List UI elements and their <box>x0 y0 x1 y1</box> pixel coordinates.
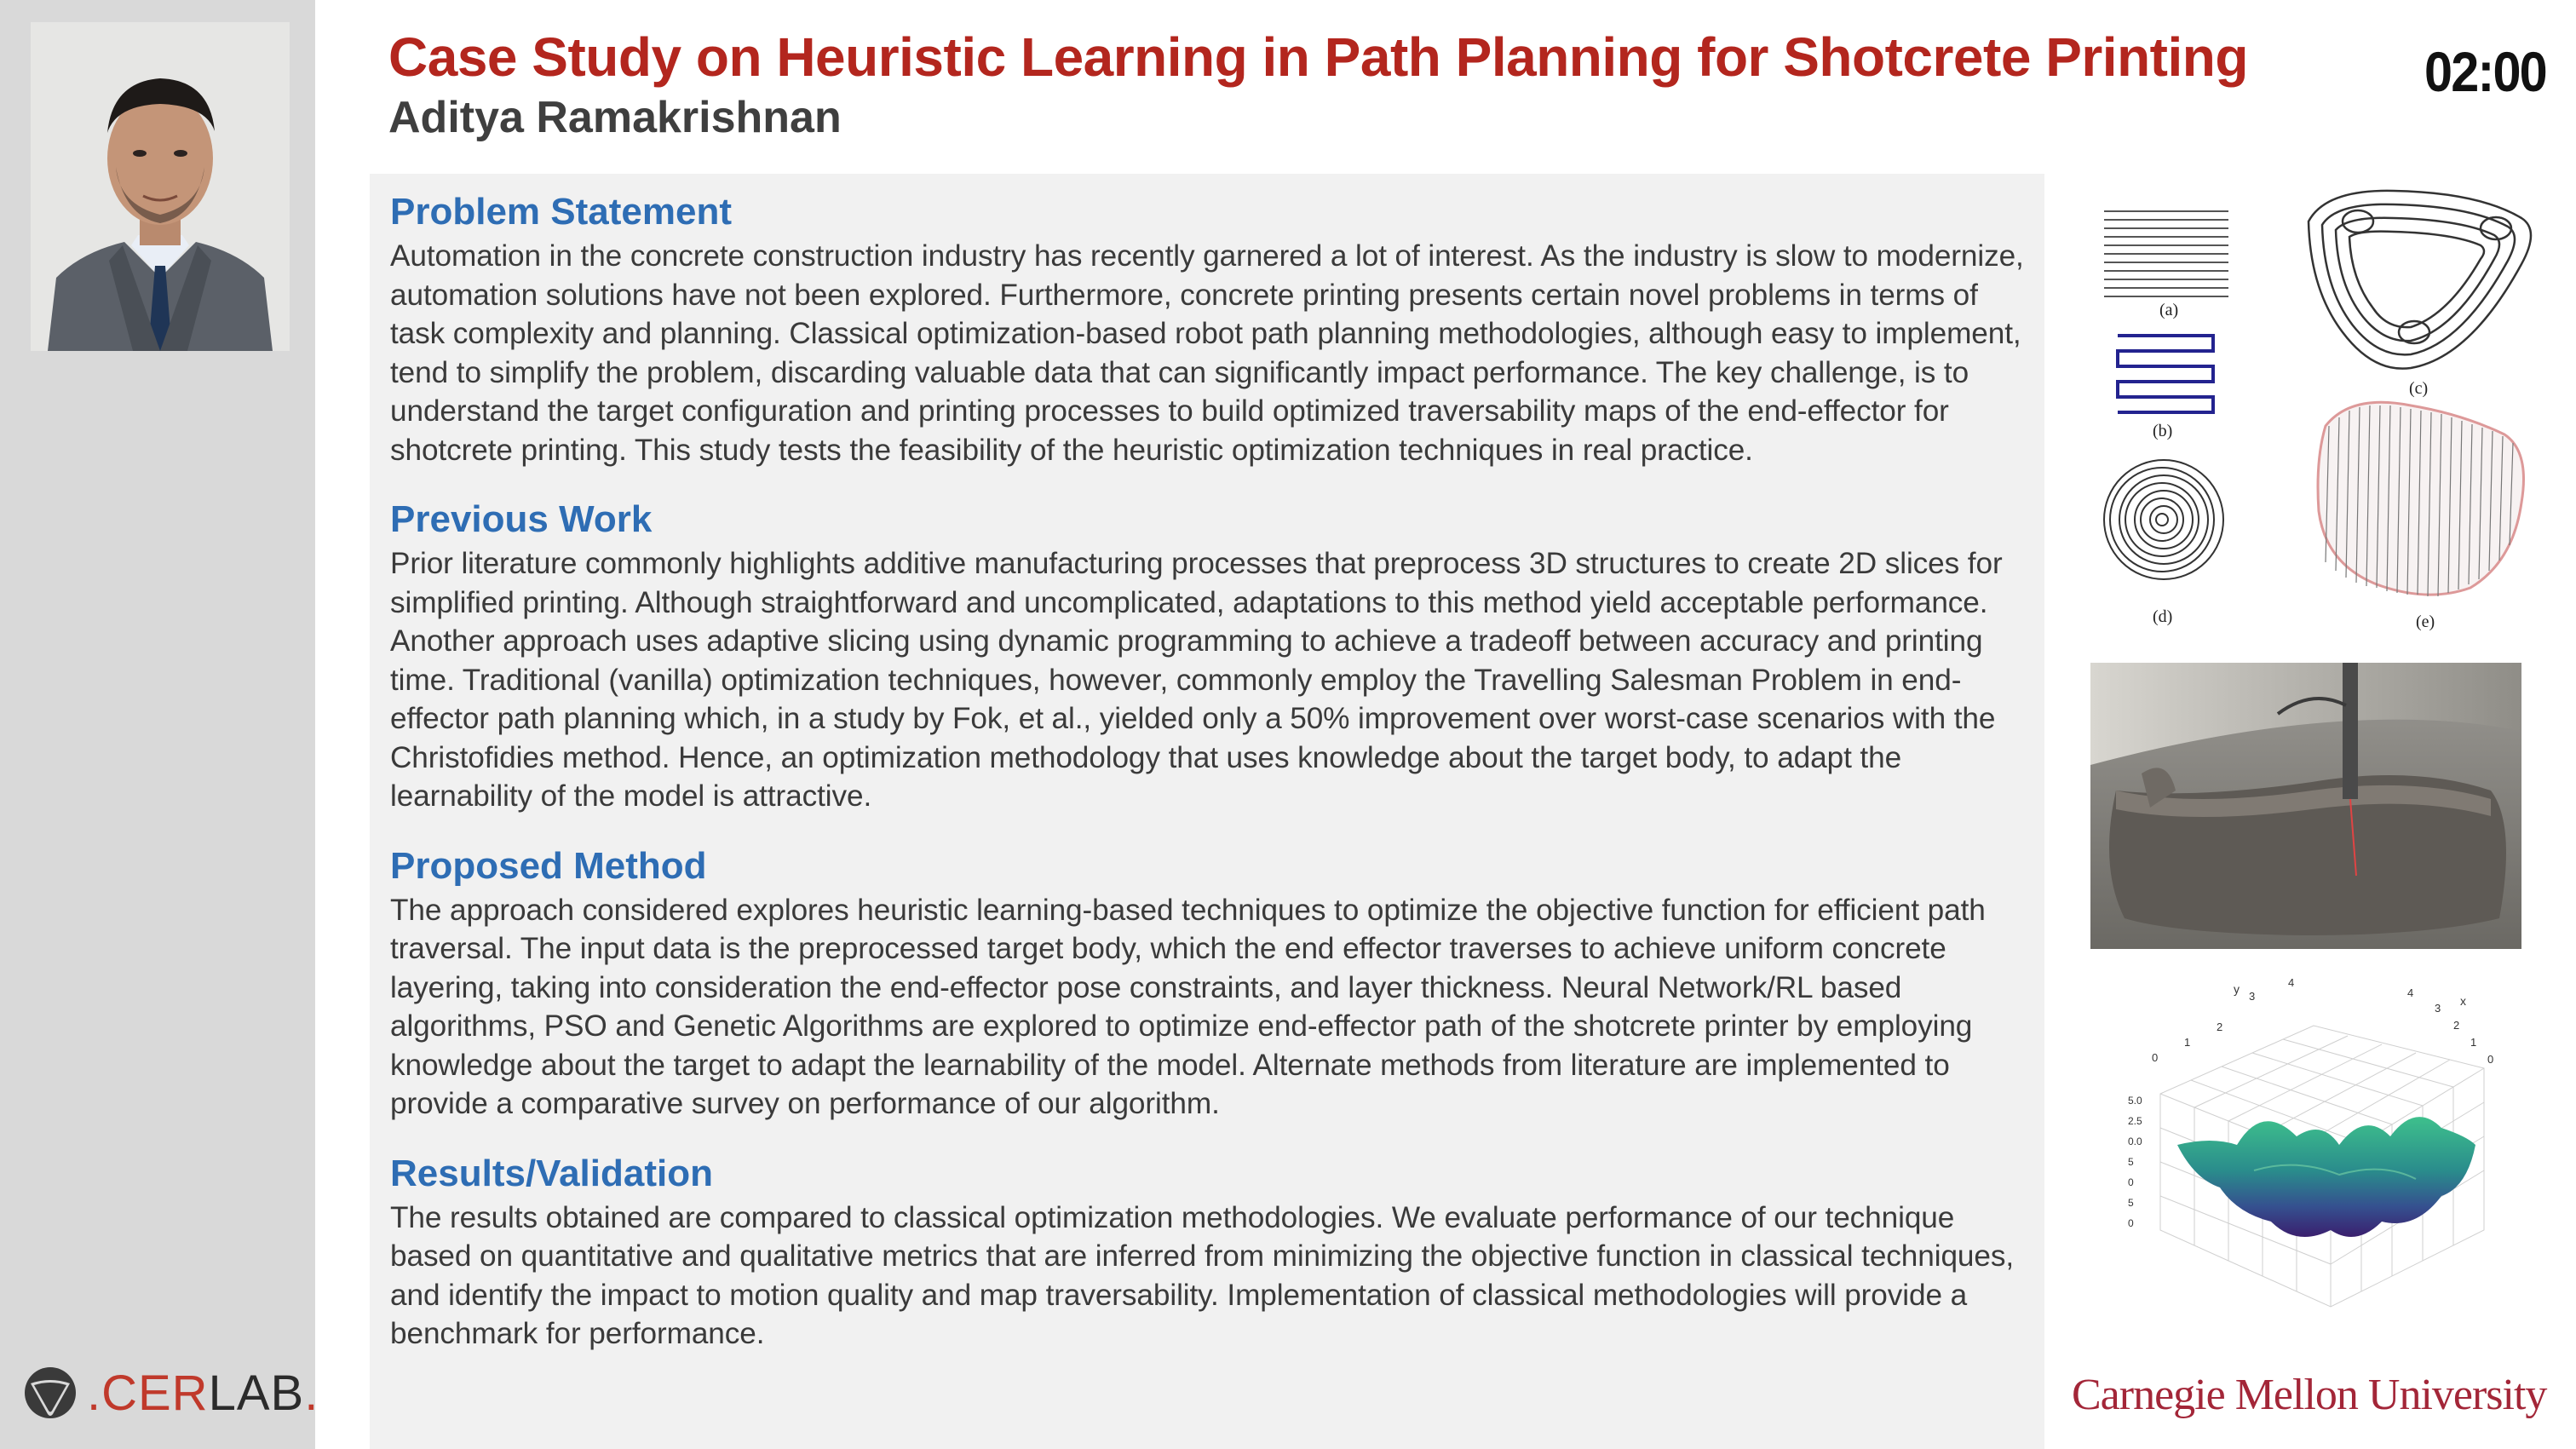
figure-label-d: (d) <box>2153 607 2173 626</box>
figure-label-e: (e) <box>2416 612 2435 631</box>
cerlab-emblem-icon <box>22 1365 78 1421</box>
section-results-validation <box>390 1149 2024 1354</box>
page-title: Case Study on Heuristic Learning in Path Planning for Shotcrete Printing <box>388 26 2248 88</box>
section-body: The results obtained are compared to classical optimization methodologies. We evaluate performance of our technique based on quantitative and qualitative metrics that are inferred from minimizing the objective function in classical techniques, and identify the impact to motion quality and map traversability. Implementation of classical methodologies will provide a benchmark for performance. <box>390 1200 2015 1350</box>
tick-label: 0 <box>2152 1051 2159 1064</box>
main-content <box>370 174 2044 1449</box>
tick-label: 4 <box>2407 986 2414 999</box>
section-body: The approach considered explores heuristic learning-based techniques to optimize the objective function for efficient path traversal. The input data is the preprocessed target body, which the end effector traverses to achieve uniform concrete layering, taking into consideration the end-effector pose constraints, and layer thickness. Neural Network/RL based algorithms, PSO and Genetic Algorithms are explored to optimize end-effector path of the shotcrete printer by employing knowledge about the target to adapt the learnability of the model. Alternate methods from literature are implemented to provide a comparative survey on performance of our algorithm. <box>390 893 1986 1120</box>
section-heading: Problem Statement <box>390 191 732 233</box>
section-body: Prior literature commonly highlights additive manufacturing processes that preprocess 3D structures to create 2D slices for simplified printing. Although straightforward and uncomplicated, adaptations to this method yield acceptable performance. Another approach uses adaptive slicing using dynamic programming to achieve a tradeoff between accuracy and printing time. Traditional (vanilla) optimization techniques, however, commonly employ the Travelling Salesman Problem in end-effector path planning which, in a study by Fok, et al., yielded only a 50% improvement over worst-case scenarios with the Christofidies method. Hence, an optimization methodology that uses knowledge about the target body, to adapt the learnability of the model is attractive. <box>390 547 2003 813</box>
tick-label: 3 <box>2249 990 2256 1003</box>
section-proposed-method <box>390 842 2024 1124</box>
figure-label-a: (a) <box>2159 301 2179 319</box>
section-previous-work <box>390 495 2024 816</box>
tick-label: 0 <box>2128 1176 2134 1188</box>
tick-label: 1 <box>2470 1036 2477 1049</box>
section-heading: Proposed Method <box>390 844 707 887</box>
tick-label: 5 <box>2128 1156 2134 1168</box>
tick-label: 2 <box>2453 1019 2460 1032</box>
section-heading: Results/Validation <box>390 1152 713 1194</box>
figure-label-c: (c) <box>2409 379 2429 398</box>
tick-label: 0 <box>2487 1053 2494 1066</box>
tick-label: 2 <box>2217 1021 2223 1033</box>
author-name: Aditya Ramakrishnan <box>388 93 842 142</box>
presenter-portrait-image <box>31 22 290 351</box>
tick-label: 4 <box>2288 976 2295 989</box>
figure-label-b: (b) <box>2153 422 2173 440</box>
tick-label: 3 <box>2435 1002 2441 1015</box>
cerlab-logo <box>22 1363 319 1423</box>
tick-label: 1 <box>2184 1036 2191 1049</box>
section-heading: Previous Work <box>390 498 653 540</box>
presenter-photo <box>31 22 290 351</box>
sidebar <box>0 0 319 1449</box>
cerlab-logo-text: .CERLAB. <box>87 1365 319 1421</box>
tick-label: 5 <box>2128 1197 2134 1209</box>
section-problem-statement <box>390 187 2024 469</box>
objective-surface-plot <box>2126 975 2527 1354</box>
tick-label: 2.5 <box>2128 1115 2142 1127</box>
shotcrete-printing-photo <box>2090 663 2521 949</box>
university-logo: Carnegie Mellon University <box>2072 1371 2547 1419</box>
section-body: Automation in the concrete construction industry has recently garnered a lot of interest. As the industry is slow to modernize, automation solutions have not been explored. Furthermore, concrete printing presents certain novel problems in terms of task complexity and planning. Classical optimization-based robot path planning methodologies, although easy to implement, tend to simplify the problem, discarding valuable data that can significantly impact performance. The key challenge, is to understand the target configuration and printing processes to build optimized traversability maps of the end-effector for shotcrete printing. This study tests the feasibility of the heuristic optimization techniques in real practice. <box>390 239 2024 467</box>
tick-label: 0 <box>2128 1217 2134 1229</box>
axis-label-x: x <box>2460 994 2466 1008</box>
timer: 02:00 <box>2424 40 2546 103</box>
path-patterns-figure <box>2070 170 2547 639</box>
tick-label: 5.0 <box>2128 1095 2142 1107</box>
tick-label: 0.0 <box>2128 1136 2142 1147</box>
axis-label-y: y <box>2234 982 2240 996</box>
